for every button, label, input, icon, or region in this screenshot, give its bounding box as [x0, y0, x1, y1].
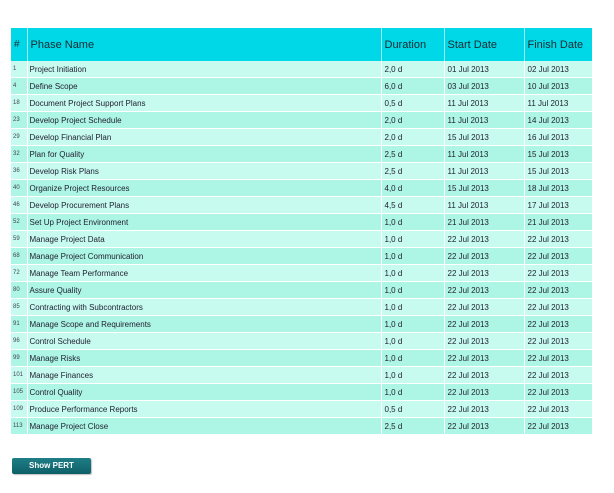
duration-cell: 1,0 d	[381, 316, 444, 333]
table-row[interactable]	[11, 282, 592, 299]
row-number: 52	[11, 214, 27, 231]
finish-date-cell: 22 Jul 2013	[524, 299, 592, 316]
duration-cell: 0,5 d	[381, 401, 444, 418]
phase-name-cell: Control Quality	[27, 384, 381, 401]
phase-name-cell: Manage Project Communication	[27, 248, 381, 265]
finish-date-cell: 15 Jul 2013	[524, 146, 592, 163]
start-date-cell: 21 Jul 2013	[444, 214, 524, 231]
duration-cell: 4,5 d	[381, 197, 444, 214]
finish-date-cell: 11 Jul 2013	[524, 95, 592, 112]
row-number: 68	[11, 248, 27, 265]
phase-name-cell: Organize Project Resources	[27, 180, 381, 197]
row-number: 4	[11, 78, 27, 95]
duration-cell: 0,5 d	[381, 95, 444, 112]
column-header-duration[interactable]: Duration	[381, 28, 444, 61]
start-date-cell: 01 Jul 2013	[444, 61, 524, 78]
phase-name-cell: Assure Quality	[27, 282, 381, 299]
phase-name-cell: Manage Project Close	[27, 418, 381, 435]
start-date-cell: 22 Jul 2013	[444, 265, 524, 282]
table-row[interactable]	[11, 78, 592, 95]
phase-name-cell: Develop Procurement Plans	[27, 197, 381, 214]
phase-table	[11, 28, 592, 435]
duration-cell: 2,5 d	[381, 146, 444, 163]
table-row[interactable]	[11, 231, 592, 248]
phase-name-cell: Control Schedule	[27, 333, 381, 350]
start-date-cell: 22 Jul 2013	[444, 333, 524, 350]
row-number: 85	[11, 299, 27, 316]
finish-date-cell: 16 Jul 2013	[524, 129, 592, 146]
phase-name-cell: Manage Risks	[27, 350, 381, 367]
table-row[interactable]	[11, 95, 592, 112]
duration-cell: 1,0 d	[381, 248, 444, 265]
column-header-number[interactable]: #	[11, 28, 27, 61]
duration-cell: 1,0 d	[381, 350, 444, 367]
duration-cell: 6,0 d	[381, 78, 444, 95]
start-date-cell: 11 Jul 2013	[444, 146, 524, 163]
row-number: 23	[11, 112, 27, 129]
finish-date-cell: 22 Jul 2013	[524, 418, 592, 435]
start-date-cell: 22 Jul 2013	[444, 384, 524, 401]
column-header-finish-date[interactable]: Finish Date	[524, 28, 592, 61]
finish-date-cell: 17 Jul 2013	[524, 197, 592, 214]
table-row[interactable]	[11, 61, 592, 78]
table-row[interactable]	[11, 265, 592, 282]
start-date-cell: 22 Jul 2013	[444, 401, 524, 418]
duration-cell: 2,5 d	[381, 418, 444, 435]
phase-name-cell: Project Initiation	[27, 61, 381, 78]
phase-name-cell: Document Project Support Plans	[27, 95, 381, 112]
start-date-cell: 22 Jul 2013	[444, 282, 524, 299]
row-number: 101	[11, 367, 27, 384]
table-row[interactable]	[11, 316, 592, 333]
phase-name-cell: Plan for Quality	[27, 146, 381, 163]
start-date-cell: 11 Jul 2013	[444, 112, 524, 129]
finish-date-cell: 22 Jul 2013	[524, 333, 592, 350]
table-body	[11, 61, 592, 435]
row-number: 113	[11, 418, 27, 435]
finish-date-cell: 15 Jul 2013	[524, 163, 592, 180]
finish-date-cell: 21 Jul 2013	[524, 214, 592, 231]
phase-name-cell: Manage Scope and Requirements	[27, 316, 381, 333]
start-date-cell: 11 Jul 2013	[444, 95, 524, 112]
table-row[interactable]	[11, 248, 592, 265]
finish-date-cell: 22 Jul 2013	[524, 367, 592, 384]
finish-date-cell: 22 Jul 2013	[524, 282, 592, 299]
column-header-start-date[interactable]: Start Date	[444, 28, 524, 61]
finish-date-cell: 22 Jul 2013	[524, 316, 592, 333]
duration-cell: 1,0 d	[381, 231, 444, 248]
phase-name-cell: Manage Finances	[27, 367, 381, 384]
phase-name-cell: Contracting with Subcontractors	[27, 299, 381, 316]
duration-cell: 4,0 d	[381, 180, 444, 197]
duration-cell: 1,0 d	[381, 299, 444, 316]
table-row[interactable]	[11, 146, 592, 163]
duration-cell: 1,0 d	[381, 367, 444, 384]
table-row[interactable]	[11, 401, 592, 418]
finish-date-cell: 10 Jul 2013	[524, 78, 592, 95]
start-date-cell: 11 Jul 2013	[444, 163, 524, 180]
start-date-cell: 22 Jul 2013	[444, 418, 524, 435]
table-row[interactable]	[11, 112, 592, 129]
finish-date-cell: 22 Jul 2013	[524, 265, 592, 282]
duration-cell: 1,0 d	[381, 265, 444, 282]
phase-name-cell: Set Up Project Environment	[27, 214, 381, 231]
row-number: 29	[11, 129, 27, 146]
start-date-cell: 15 Jul 2013	[444, 180, 524, 197]
finish-date-cell: 22 Jul 2013	[524, 401, 592, 418]
table-row[interactable]	[11, 180, 592, 197]
row-number: 1	[11, 61, 27, 78]
row-number: 105	[11, 384, 27, 401]
table-row[interactable]	[11, 163, 592, 180]
row-number: 72	[11, 265, 27, 282]
start-date-cell: 15 Jul 2013	[444, 129, 524, 146]
show-pert-button[interactable]: Show PERT	[12, 458, 91, 474]
row-number: 91	[11, 316, 27, 333]
row-number: 80	[11, 282, 27, 299]
phase-name-cell: Develop Project Schedule	[27, 112, 381, 129]
row-number: 99	[11, 350, 27, 367]
row-number: 109	[11, 401, 27, 418]
duration-cell: 1,0 d	[381, 214, 444, 231]
column-header-phase-name[interactable]: Phase Name	[27, 28, 381, 61]
row-number: 18	[11, 95, 27, 112]
finish-date-cell: 18 Jul 2013	[524, 180, 592, 197]
finish-date-cell: 22 Jul 2013	[524, 384, 592, 401]
table-row[interactable]	[11, 299, 592, 316]
start-date-cell: 22 Jul 2013	[444, 367, 524, 384]
table-row[interactable]	[11, 214, 592, 231]
phase-name-cell: Develop Financial Plan	[27, 129, 381, 146]
row-number: 96	[11, 333, 27, 350]
table-row[interactable]	[11, 197, 592, 214]
duration-cell: 2,0 d	[381, 61, 444, 78]
start-date-cell: 22 Jul 2013	[444, 299, 524, 316]
start-date-cell: 22 Jul 2013	[444, 316, 524, 333]
start-date-cell: 22 Jul 2013	[444, 350, 524, 367]
row-number: 46	[11, 197, 27, 214]
table-row[interactable]	[11, 384, 592, 401]
finish-date-cell: 22 Jul 2013	[524, 350, 592, 367]
row-number: 59	[11, 231, 27, 248]
table-row[interactable]	[11, 418, 592, 435]
row-number: 32	[11, 146, 27, 163]
start-date-cell: 03 Jul 2013	[444, 78, 524, 95]
table-row[interactable]	[11, 350, 592, 367]
table-row[interactable]	[11, 367, 592, 384]
duration-cell: 2,0 d	[381, 129, 444, 146]
finish-date-cell: 22 Jul 2013	[524, 248, 592, 265]
finish-date-cell: 22 Jul 2013	[524, 231, 592, 248]
start-date-cell: 22 Jul 2013	[444, 231, 524, 248]
duration-cell: 1,0 d	[381, 282, 444, 299]
table-row[interactable]	[11, 129, 592, 146]
phase-name-cell: Develop Risk Plans	[27, 163, 381, 180]
duration-cell: 1,0 d	[381, 384, 444, 401]
row-number: 40	[11, 180, 27, 197]
table-header-row	[11, 28, 592, 61]
duration-cell: 2,0 d	[381, 112, 444, 129]
phase-name-cell: Manage Team Performance	[27, 265, 381, 282]
finish-date-cell: 14 Jul 2013	[524, 112, 592, 129]
phase-name-cell: Produce Performance Reports	[27, 401, 381, 418]
table-row[interactable]	[11, 333, 592, 350]
start-date-cell: 22 Jul 2013	[444, 248, 524, 265]
finish-date-cell: 02 Jul 2013	[524, 61, 592, 78]
phase-name-cell: Manage Project Data	[27, 231, 381, 248]
duration-cell: 1,0 d	[381, 333, 444, 350]
row-number: 36	[11, 163, 27, 180]
duration-cell: 2,5 d	[381, 163, 444, 180]
phase-name-cell: Define Scope	[27, 78, 381, 95]
start-date-cell: 11 Jul 2013	[444, 197, 524, 214]
